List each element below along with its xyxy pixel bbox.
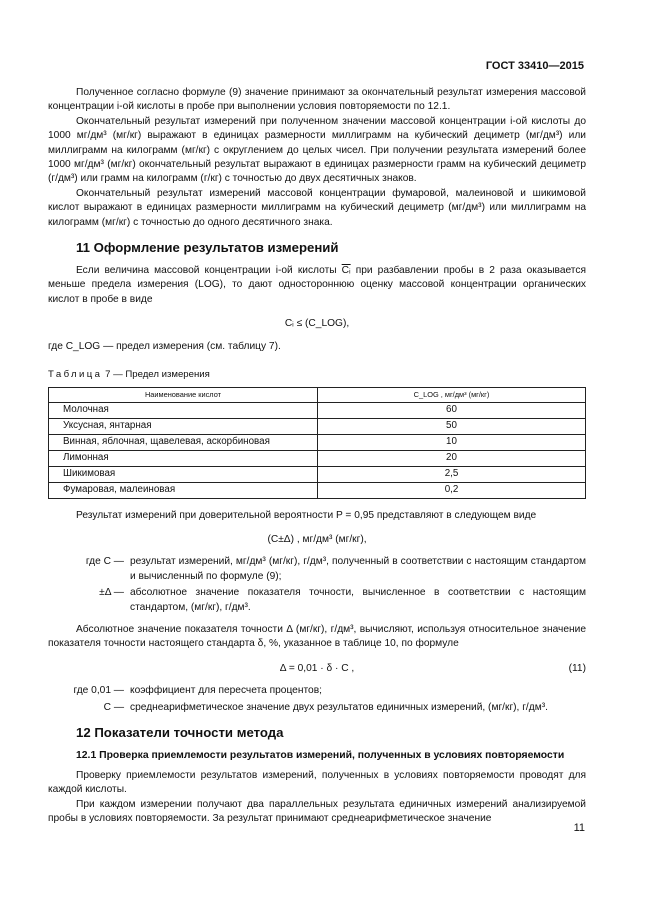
section-11-paragraph-end: при разбавлении пробы в 2 раза оказывается меньше предела измерения (LOG), то дают одностороннюю оценку массовой концентрации органических кислот в пробе в виде — [48, 265, 586, 305]
formula-limit: Cᵢ ≤ (C_LOG), — [284, 318, 350, 330]
definition-coefficient — [48, 684, 586, 698]
formula-11-expression: Δ = 0,01 · δ · C , — [279, 662, 355, 674]
def-text-delta: абсолютное значение показателя точности, вычисленное в соответствии с настоящим стандартом, (мг/кг), г/дм³. — [130, 587, 586, 613]
def-label-c: где C — — [85, 556, 124, 568]
ci-symbol: $\overline{Cᵢ}$ — [341, 265, 351, 277]
table-7-limits — [48, 387, 586, 499]
def-text-mean: среднеарифметическое значение двух результатов единичных измерений, (мг/кг), г/дм³. — [130, 701, 548, 713]
definition-c — [48, 555, 586, 584]
where-clog: где C_LOG — предел измерения (см. таблицу 7). — [48, 340, 281, 352]
result-paragraph: Результат измерений при доверительной вероятности P = 0,95 представляют в следующем виде — [76, 509, 537, 521]
clog-value: 2,5 — [318, 466, 586, 482]
def-label-mean: C — — [103, 701, 124, 713]
definitions-1 — [48, 555, 586, 615]
intro-paragraph-1: Полученное согласно формуле (9) значение принимают за окончательный результат измерения массовой концентрации i-ой кислоты в пробе при выполнении условия повторяемости по 12.1. — [48, 87, 586, 113]
formula-result: (C±Δ) , мг/дм³ (мг/кг), — [267, 533, 367, 545]
table-caption-word: Таблица — [48, 369, 103, 381]
table-row — [49, 466, 586, 482]
formula-11 — [48, 662, 586, 676]
clog-value: 0,2 — [318, 482, 586, 498]
acid-name: Уксусная, янтарная — [49, 418, 318, 434]
section-12-1-title: 12.1 Проверка приемлемости результатов измерений, полученных в условиях повторяемости — [76, 749, 565, 761]
formula-11-number: (11) — [568, 662, 586, 674]
table-row — [49, 482, 586, 498]
abs-value-paragraph: Абсолютное значение показателя точности Δ (мг/кг), г/дм³, вычисляют, используя относительное значение показателя точности настоящего стандарта δ, %, указанное в таблице 10, по формуле — [48, 623, 586, 650]
acid-name: Шикимовая — [49, 466, 318, 482]
acid-name: Лимонная — [49, 450, 318, 466]
acid-name: Фумаровая, малеиновая — [49, 482, 318, 498]
table-row — [49, 418, 586, 434]
intro-paragraph-3: Окончательный результат измерений массовой концентрации фумаровой, малеиновой и шикимовой кислот выражают в единицах размерности миллиграмм на кубический дециметр (мг/дм³) или миллиграмм на килограмм (мг/кг) с точностью до одного десятичного знака. — [48, 187, 586, 228]
document-header-id: ГОСТ 33410—2015 — [485, 60, 584, 72]
table-header-row — [49, 387, 586, 402]
def-text-c: результат измерений, мг/дм³ (мг/кг), г/дм³, полученный в соответствии с настоящим стандартом и вычисленный по формуле (9); — [130, 556, 586, 582]
def-text-coefficient: коэффициент для пересчета процентов; — [130, 685, 322, 697]
clog-value: 60 — [318, 402, 586, 418]
page-number: 11 — [573, 822, 585, 834]
def-label-coefficient: где 0,01 — — [73, 685, 124, 697]
definition-delta — [48, 586, 586, 615]
table-header-acid: Наименование кислот — [49, 387, 318, 402]
acid-name: Молочная — [49, 402, 318, 418]
section-11-title: 11 Оформление результатов измерений — [76, 240, 339, 256]
clog-value: 10 — [318, 434, 586, 450]
table-row — [49, 402, 586, 418]
clog-value: 20 — [318, 450, 586, 466]
section-12-paragraph-1: Проверку приемлемости результатов измерений, полученных в условиях повторяемости проводят для каждой кислоты. — [48, 769, 586, 796]
section-11-paragraph-start: Если величина массовой концентрации i-ой кислоты — [76, 265, 337, 277]
table-header-clog: C_LOG , мг/дм³ (мг/кг) — [318, 387, 586, 402]
clog-value: 50 — [318, 418, 586, 434]
section-12-paragraph-2: При каждом измерении получают два параллельных результата единичных измерений анализируемой пробы в условиях повторяемости. За результат принимают среднеарифметическое значение — [48, 798, 586, 825]
table-row — [49, 434, 586, 450]
def-label-delta: ±Δ — — [99, 587, 124, 599]
acid-name: Винная, яблочная, щавелевая, аскорбиновая — [49, 434, 318, 450]
table-row — [49, 450, 586, 466]
table-7-caption — [48, 368, 586, 382]
page-content — [48, 86, 586, 827]
definition-mean — [48, 701, 586, 715]
intro-paragraph-2: Окончательный результат измерений при полученном значении массовой концентрации i-ой кислоты до 1000 мг/дм³ (мг/кг) выражают в единицах размерности миллиграмм на кубический дециметр (мг/дм³) или миллиграмм на килограмм (мг/кг) с округлением до целых чисел. При получении результата измерений более 1000 мг/дм³ (мг/кг) окончательный результат выражают в единицах размерности грамм на кубический дециметр (г/дм³) или грамм на килограмм (г/кг) с точностью до двух десятичных знаков. — [48, 115, 586, 185]
section-12-title: 12 Показатели точности метода — [76, 724, 284, 740]
table-caption-rest: 7 — Предел измерения — [105, 369, 210, 381]
section-11-paragraph — [48, 264, 586, 307]
definitions-2 — [48, 684, 586, 715]
